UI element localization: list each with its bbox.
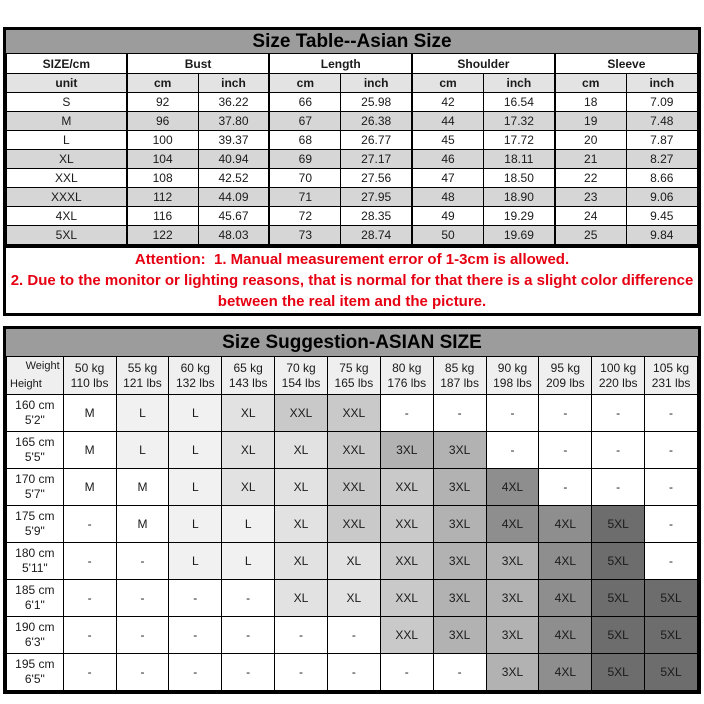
suggested-size-cell: 4XL: [486, 506, 539, 543]
unit-cell: inch: [483, 74, 554, 93]
suggested-size-cell: -: [275, 654, 328, 691]
height-cm: 160 cm: [15, 398, 55, 412]
weight-lbs: 231 lbs: [651, 375, 691, 390]
suggested-size-cell: L: [222, 506, 275, 543]
suggested-size-cell: 4XL: [539, 506, 592, 543]
weight-kg: 65 kg: [233, 360, 263, 375]
suggested-size-cell: M: [63, 432, 116, 469]
suggested-size-cell: -: [539, 469, 592, 506]
measurement-cell: 39.37: [198, 131, 269, 150]
suggested-size-cell: XXL: [275, 395, 328, 432]
size-table-row: [7, 112, 698, 131]
weight-lbs: 165 lbs: [334, 375, 374, 390]
suggested-size-cell: XL: [222, 469, 275, 506]
weight-kg: 90 kg: [497, 360, 528, 375]
measurement-cell: 8.27: [626, 150, 697, 169]
suggestion-row: [7, 432, 698, 469]
weight-header-cell: [169, 357, 222, 395]
measurement-cell: 73: [269, 226, 340, 245]
suggested-size-cell: L: [116, 395, 169, 432]
suggestion-row: [7, 617, 698, 654]
height-cm: 175 cm: [15, 509, 55, 523]
size-table-title: Size Table--Asian Size: [6, 30, 698, 53]
weight-header-cell: [275, 357, 328, 395]
height-cm: 180 cm: [15, 546, 55, 560]
size-label-cell: M: [7, 112, 127, 131]
measurement-cell: 48: [412, 188, 483, 207]
measurement-cell: 50: [412, 226, 483, 245]
measurement-cell: 42.52: [198, 169, 269, 188]
measurement-cell: 48.03: [198, 226, 269, 245]
size-table-group-header-row: [7, 54, 698, 74]
height-label-cell: [7, 395, 64, 432]
measurement-cell: 7.48: [626, 112, 697, 131]
size-table-row: [7, 207, 698, 226]
measurement-cell: 17.72: [483, 131, 554, 150]
weight-lbs: 187 lbs: [440, 375, 479, 390]
measurement-cell: 92: [127, 93, 198, 112]
suggested-size-cell: 4XL: [539, 617, 592, 654]
size-label-cell: S: [7, 93, 127, 112]
suggested-size-cell: XXL: [380, 469, 433, 506]
height-cm: 185 cm: [15, 583, 55, 597]
measurement-cell: 9.06: [626, 188, 697, 207]
measurement-cell: 24: [555, 207, 626, 226]
unit-cell: cm: [412, 74, 483, 93]
suggested-size-cell: M: [63, 469, 116, 506]
size-label-cell: L: [7, 131, 127, 150]
weight-height-corner-cell: [7, 357, 64, 395]
weight-kg: 60 kg: [180, 360, 210, 375]
attention-line-2: 2. Due to the monitor or lighting reasons, that is normal for that there is a slight color difference: [10, 272, 694, 289]
suggested-size-cell: -: [539, 432, 592, 469]
size-label-cell: XXXL: [7, 188, 127, 207]
suggested-size-cell: L: [222, 543, 275, 580]
height-label-cell: [7, 543, 64, 580]
measurement-cell: 28.35: [341, 207, 412, 226]
suggested-size-cell: -: [116, 617, 169, 654]
weight-lbs: 176 lbs: [387, 375, 427, 390]
suggested-size-cell: 3XL: [433, 469, 486, 506]
height-label-cell: [7, 506, 64, 543]
measurement-cell: 100: [127, 131, 198, 150]
measurement-cell: 19.69: [483, 226, 554, 245]
corner-weight-label: Weight: [25, 360, 60, 372]
suggested-size-cell: 3XL: [486, 543, 539, 580]
weight-header-cell: [486, 357, 539, 395]
weight-header-cell: [63, 357, 116, 395]
height-imperial: 5'9": [24, 524, 45, 538]
weight-kg: 105 kg: [653, 360, 690, 375]
suggested-size-cell: -: [63, 543, 116, 580]
suggested-size-cell: M: [116, 506, 169, 543]
measurement-cell: 66: [269, 93, 340, 112]
size-table-row: [7, 93, 698, 112]
suggested-size-cell: 3XL: [486, 580, 539, 617]
suggested-size-cell: -: [592, 432, 645, 469]
height-imperial: 5'2": [24, 413, 45, 427]
unit-label-cell: unit: [7, 74, 127, 93]
weight-lbs: 143 lbs: [228, 375, 268, 390]
weight-kg: 80 kg: [392, 360, 422, 375]
measurement-cell: 19: [555, 112, 626, 131]
suggested-size-cell: -: [380, 395, 433, 432]
height-imperial: 5'11": [21, 561, 48, 575]
height-label-cell: [7, 617, 64, 654]
measurement-cell: 23: [555, 188, 626, 207]
suggestion-row: [7, 506, 698, 543]
suggested-size-cell: -: [327, 617, 380, 654]
suggested-size-cell: -: [380, 654, 433, 691]
suggested-size-cell: 5XL: [645, 580, 698, 617]
suggested-size-cell: L: [116, 432, 169, 469]
measurement-cell: 68: [269, 131, 340, 150]
size-table-body: [7, 93, 698, 245]
attention-line-1: Attention: 1. Manual measurement error of 1-3cm is allowed.: [134, 251, 570, 268]
suggested-size-cell: -: [116, 654, 169, 691]
suggested-size-cell: 4XL: [486, 469, 539, 506]
measurement-cell: 67: [269, 112, 340, 131]
size-table-row: [7, 188, 698, 207]
unit-cell: inch: [198, 74, 269, 93]
measurement-cell: 42: [412, 93, 483, 112]
measurement-cell: 26.38: [341, 112, 412, 131]
suggested-size-cell: 4XL: [539, 580, 592, 617]
suggested-size-cell: L: [169, 432, 222, 469]
weight-kg: 75 kg: [339, 360, 369, 375]
suggested-size-cell: XL: [275, 506, 328, 543]
measurement-cell: 40.94: [198, 150, 269, 169]
measurement-cell: 9.84: [626, 226, 697, 245]
measurement-cell: 37.80: [198, 112, 269, 131]
suggested-size-cell: 4XL: [539, 654, 592, 691]
weight-kg: 100 kg: [600, 360, 637, 375]
size-table-corner-header: SIZE/cm: [7, 54, 127, 74]
suggested-size-cell: M: [63, 395, 116, 432]
measurement-cell: 122: [127, 226, 198, 245]
suggested-size-cell: 5XL: [592, 654, 645, 691]
measurement-cell: 20: [555, 131, 626, 150]
measurement-cell: 25.98: [341, 93, 412, 112]
suggested-size-cell: XL: [327, 543, 380, 580]
suggested-size-cell: -: [63, 654, 116, 691]
size-label-cell: XXL: [7, 169, 127, 188]
unit-cell: cm: [269, 74, 340, 93]
size-label-cell: 5XL: [7, 226, 127, 245]
suggested-size-cell: L: [169, 469, 222, 506]
suggestion-row: [7, 654, 698, 691]
suggested-size-cell: -: [169, 580, 222, 617]
weight-lbs: 209 lbs: [545, 375, 585, 390]
measurement-cell: 27.56: [341, 169, 412, 188]
group-header-cell: Shoulder: [412, 54, 555, 74]
weight-lbs: 110 lbs: [70, 375, 109, 390]
suggested-size-cell: -: [645, 432, 698, 469]
weight-kg: 85 kg: [444, 360, 475, 375]
suggested-size-cell: 5XL: [592, 617, 645, 654]
suggestion-row: [7, 543, 698, 580]
weight-header-row: [7, 357, 698, 395]
weight-header-cell: [222, 357, 275, 395]
measurement-cell: 18: [555, 93, 626, 112]
suggested-size-cell: -: [433, 395, 486, 432]
suggested-size-cell: XXL: [327, 395, 380, 432]
unit-cell: cm: [127, 74, 198, 93]
suggested-size-cell: -: [222, 654, 275, 691]
suggested-size-cell: -: [327, 654, 380, 691]
suggested-size-cell: XL: [275, 543, 328, 580]
suggested-size-cell: -: [222, 617, 275, 654]
suggested-size-cell: XXL: [380, 543, 433, 580]
height-label-cell: [7, 654, 64, 691]
suggested-size-cell: 5XL: [592, 543, 645, 580]
suggested-size-cell: XXL: [327, 469, 380, 506]
size-table-unit-row: [7, 74, 698, 93]
suggestion-row: [7, 469, 698, 506]
suggested-size-cell: XL: [275, 580, 328, 617]
measurement-cell: 27.95: [341, 188, 412, 207]
suggested-size-cell: -: [645, 543, 698, 580]
suggested-size-cell: 3XL: [433, 617, 486, 654]
measurement-cell: 9.45: [626, 207, 697, 226]
suggested-size-cell: -: [116, 543, 169, 580]
measurement-cell: 25: [555, 226, 626, 245]
size-label-cell: XL: [7, 150, 127, 169]
suggested-size-cell: -: [645, 469, 698, 506]
corner-height-label: Height: [10, 378, 42, 390]
suggested-size-cell: 3XL: [380, 432, 433, 469]
measurement-cell: 44: [412, 112, 483, 131]
measurement-cell: 21: [555, 150, 626, 169]
attention-note: [3, 248, 701, 316]
suggested-size-cell: L: [169, 506, 222, 543]
suggested-size-cell: XL: [275, 432, 328, 469]
suggested-size-cell: -: [486, 395, 539, 432]
height-cm: 190 cm: [15, 620, 55, 634]
measurement-cell: 16.54: [483, 93, 554, 112]
suggested-size-cell: L: [169, 543, 222, 580]
measurement-cell: 69: [269, 150, 340, 169]
size-table-box: [3, 27, 701, 248]
height-label-cell: [7, 432, 64, 469]
weight-kg: 50 kg: [74, 360, 105, 375]
height-cm: 195 cm: [15, 657, 55, 671]
suggested-size-cell: XL: [275, 469, 328, 506]
measurement-cell: 19.29: [483, 207, 554, 226]
suggested-size-cell: XL: [327, 580, 380, 617]
size-suggestion-body: [7, 395, 698, 691]
suggested-size-cell: XXL: [327, 432, 380, 469]
suggested-size-cell: 3XL: [433, 432, 486, 469]
weight-lbs: 220 lbs: [598, 375, 638, 390]
height-imperial: 5'5": [24, 450, 45, 464]
suggested-size-cell: M: [116, 469, 169, 506]
suggested-size-cell: -: [486, 432, 539, 469]
weight-kg: 70 kg: [286, 360, 316, 375]
suggested-size-cell: -: [645, 506, 698, 543]
size-table-row: [7, 131, 698, 150]
height-cm: 170 cm: [15, 472, 55, 486]
weight-lbs: 132 lbs: [175, 375, 215, 390]
suggested-size-cell: -: [63, 580, 116, 617]
weight-header-cell: [327, 357, 380, 395]
measurement-cell: 28.74: [341, 226, 412, 245]
suggested-size-cell: XXL: [327, 506, 380, 543]
weight-kg: 55 kg: [127, 360, 158, 375]
attention-line-3: between the real item and the picture.: [217, 293, 487, 310]
height-imperial: 6'1": [24, 598, 45, 612]
group-header-cell: Length: [269, 54, 412, 74]
suggested-size-cell: -: [592, 469, 645, 506]
measurement-cell: 18.50: [483, 169, 554, 188]
suggested-size-cell: XXL: [380, 580, 433, 617]
measurement-cell: 71: [269, 188, 340, 207]
suggested-size-cell: 5XL: [645, 617, 698, 654]
height-imperial: 6'3": [24, 635, 45, 649]
weight-kg: 95 kg: [550, 360, 580, 375]
measurement-cell: 26.77: [341, 131, 412, 150]
size-suggestion-title: Size Suggestion-ASIAN SIZE: [6, 329, 698, 356]
suggested-size-cell: 3XL: [486, 654, 539, 691]
suggested-size-cell: XL: [222, 395, 275, 432]
measurement-cell: 49: [412, 207, 483, 226]
measurement-cell: 112: [127, 188, 198, 207]
measurement-cell: 7.09: [626, 93, 697, 112]
suggested-size-cell: XXL: [380, 506, 433, 543]
measurement-cell: 7.87: [626, 131, 697, 150]
group-header-cell: Bust: [127, 54, 270, 74]
measurement-cell: 116: [127, 207, 198, 226]
suggested-size-cell: -: [275, 617, 328, 654]
measurement-cell: 104: [127, 150, 198, 169]
suggested-size-cell: 5XL: [592, 506, 645, 543]
measurement-cell: 45: [412, 131, 483, 150]
suggested-size-cell: -: [116, 580, 169, 617]
weight-header-cell: [645, 357, 698, 395]
unit-cell: inch: [341, 74, 412, 93]
suggested-size-cell: -: [645, 395, 698, 432]
measurement-cell: 8.66: [626, 169, 697, 188]
size-suggestion-table: [6, 356, 698, 691]
measurement-cell: 17.32: [483, 112, 554, 131]
size-label-cell: 4XL: [7, 207, 127, 226]
unit-cell: cm: [555, 74, 626, 93]
size-table-row: [7, 226, 698, 245]
group-header-cell: Sleeve: [555, 54, 698, 74]
height-cm: 165 cm: [15, 435, 55, 449]
suggested-size-cell: 3XL: [433, 506, 486, 543]
measurement-cell: 22: [555, 169, 626, 188]
size-suggestion-box: [3, 326, 701, 694]
measurement-cell: 18.11: [483, 150, 554, 169]
suggestion-row: [7, 395, 698, 432]
suggested-size-cell: 4XL: [539, 543, 592, 580]
measurement-cell: 44.09: [198, 188, 269, 207]
weight-header-cell: [539, 357, 592, 395]
suggested-size-cell: L: [169, 395, 222, 432]
weight-header-cell: [592, 357, 645, 395]
measurement-cell: 46: [412, 150, 483, 169]
suggested-size-cell: -: [592, 395, 645, 432]
suggested-size-cell: -: [433, 654, 486, 691]
measurement-cell: 27.17: [341, 150, 412, 169]
weight-header-cell: [116, 357, 169, 395]
suggested-size-cell: 3XL: [433, 580, 486, 617]
measurement-cell: 36.22: [198, 93, 269, 112]
size-table-row: [7, 150, 698, 169]
suggested-size-cell: -: [169, 617, 222, 654]
suggested-size-cell: 3XL: [433, 543, 486, 580]
weight-header-cell: [433, 357, 486, 395]
measurement-cell: 18.90: [483, 188, 554, 207]
weight-lbs: 154 lbs: [281, 375, 321, 390]
measurement-cell: 108: [127, 169, 198, 188]
suggested-size-cell: XXL: [380, 617, 433, 654]
suggested-size-cell: -: [169, 654, 222, 691]
weight-header-cell: [380, 357, 433, 395]
size-table-row: [7, 169, 698, 188]
suggested-size-cell: 5XL: [592, 580, 645, 617]
suggested-size-cell: -: [222, 580, 275, 617]
height-label-cell: [7, 580, 64, 617]
measurement-cell: 72: [269, 207, 340, 226]
suggested-size-cell: 5XL: [645, 654, 698, 691]
weight-lbs: 121 lbs: [123, 375, 162, 390]
measurement-cell: 96: [127, 112, 198, 131]
measurement-cell: 70: [269, 169, 340, 188]
size-table: [6, 53, 698, 245]
suggested-size-cell: -: [539, 395, 592, 432]
measurement-cell: 47: [412, 169, 483, 188]
suggested-size-cell: -: [63, 617, 116, 654]
weight-lbs: 198 lbs: [493, 375, 532, 390]
height-imperial: 6'5": [24, 672, 45, 686]
unit-cell: inch: [626, 74, 697, 93]
suggested-size-cell: 3XL: [486, 617, 539, 654]
height-label-cell: [7, 469, 64, 506]
suggestion-row: [7, 580, 698, 617]
measurement-cell: 45.67: [198, 207, 269, 226]
suggested-size-cell: -: [63, 506, 116, 543]
suggested-size-cell: XL: [222, 432, 275, 469]
height-imperial: 5'7": [24, 487, 45, 501]
